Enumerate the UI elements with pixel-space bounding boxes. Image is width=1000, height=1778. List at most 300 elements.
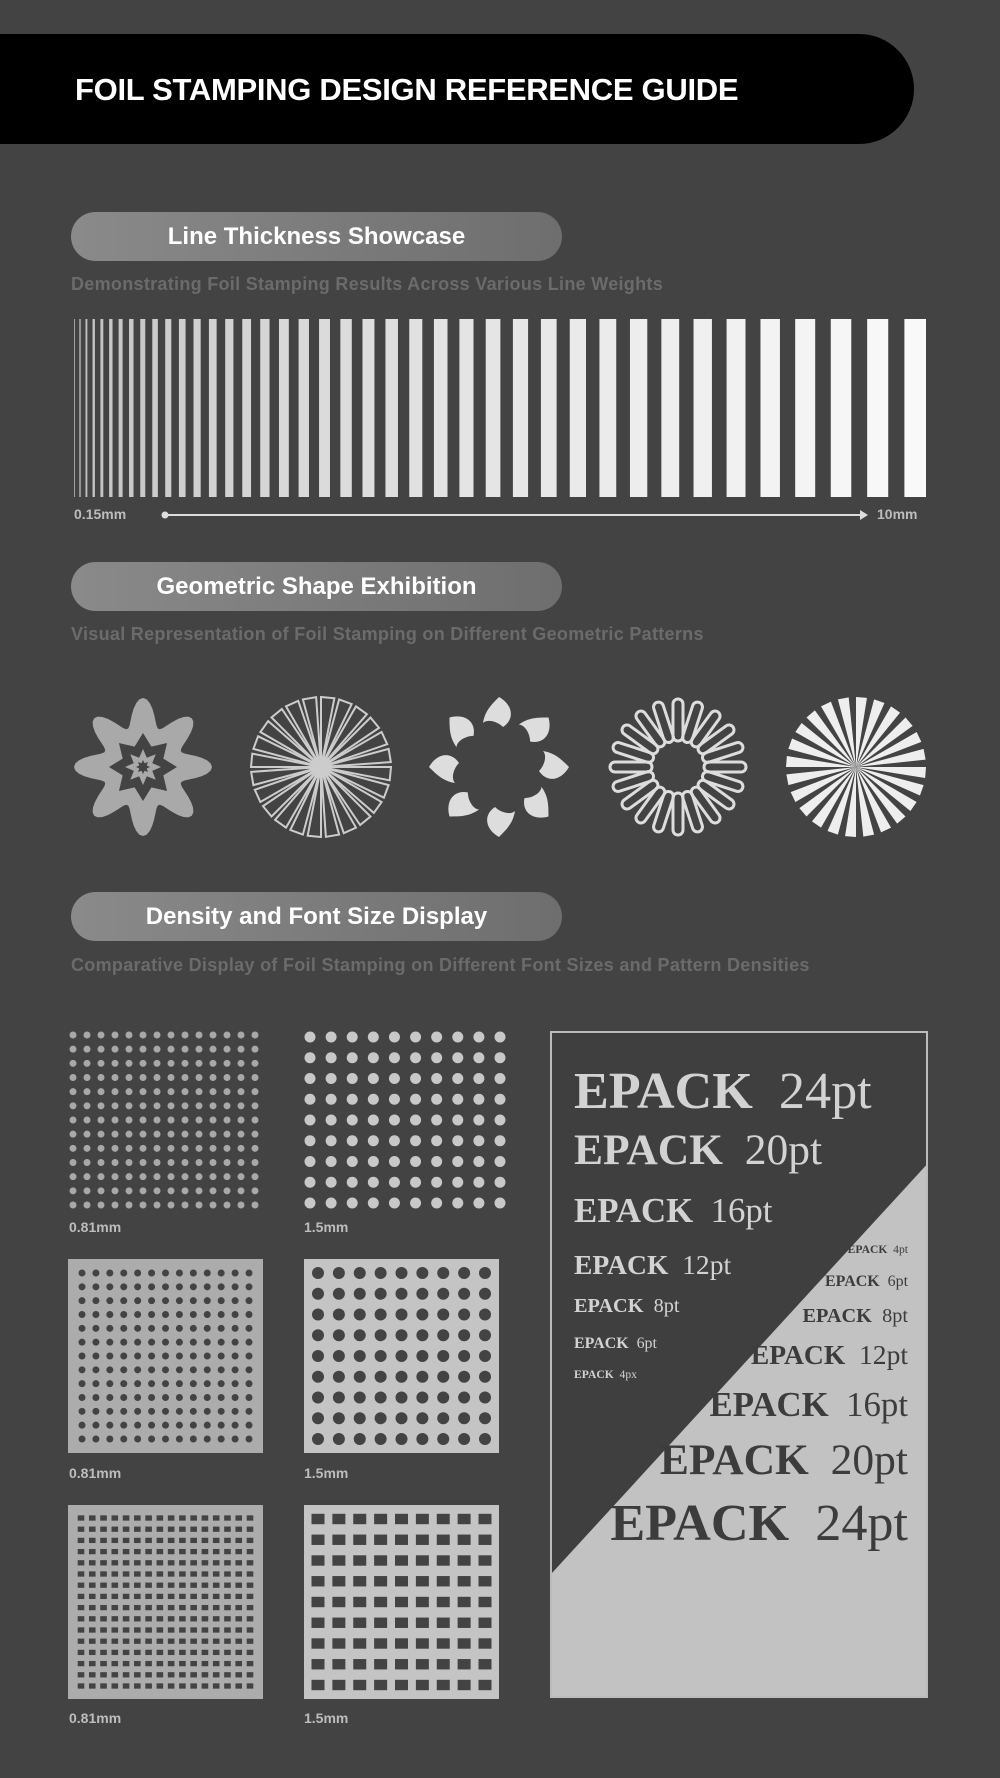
square-hole — [168, 1661, 175, 1666]
dot — [396, 1392, 408, 1404]
square-hole — [224, 1571, 231, 1576]
dot — [495, 1115, 506, 1126]
dot — [368, 1073, 379, 1084]
dot — [106, 1297, 113, 1304]
dot — [389, 1052, 400, 1063]
dot — [458, 1329, 470, 1341]
dot — [112, 1187, 119, 1194]
square-hole — [458, 1535, 471, 1545]
square-hole — [235, 1538, 242, 1543]
density-label: 1.5mm — [304, 1710, 349, 1726]
epack-word: EPACK — [574, 1295, 644, 1317]
square-hole — [247, 1560, 254, 1565]
dot — [148, 1283, 155, 1290]
dot — [210, 1102, 217, 1109]
square-hole — [78, 1560, 85, 1565]
dot — [305, 1135, 316, 1146]
square-hole — [134, 1639, 141, 1644]
dot — [126, 1088, 133, 1095]
dot — [79, 1325, 86, 1332]
dot — [312, 1329, 324, 1341]
dot — [333, 1392, 345, 1404]
dot — [479, 1288, 491, 1300]
dot — [154, 1145, 161, 1152]
square-hole — [247, 1605, 254, 1610]
square-hole — [190, 1683, 197, 1688]
dot — [79, 1436, 86, 1443]
dot — [84, 1117, 91, 1124]
square-hole — [157, 1527, 164, 1532]
dot — [224, 1145, 231, 1152]
square-hole — [100, 1527, 107, 1532]
swirl-ring-icon — [429, 697, 569, 837]
dot — [305, 1177, 316, 1188]
dot — [375, 1350, 387, 1362]
dot — [452, 1094, 463, 1105]
epack-word: EPACK — [847, 1243, 888, 1256]
thickness-bar — [630, 319, 647, 497]
square-hole — [374, 1618, 387, 1628]
square-hole — [157, 1560, 164, 1565]
dot — [154, 1032, 161, 1039]
square-hole — [374, 1680, 387, 1690]
dot — [252, 1074, 259, 1081]
square-hole — [112, 1515, 119, 1520]
dot — [154, 1173, 161, 1180]
dot — [224, 1173, 231, 1180]
dot — [416, 1309, 428, 1321]
square-hole — [145, 1627, 152, 1632]
square-hole — [213, 1616, 220, 1621]
square-hole — [89, 1605, 96, 1610]
dot — [84, 1131, 91, 1138]
dot — [238, 1159, 245, 1166]
density-label: 1.5mm — [304, 1465, 349, 1481]
dot — [196, 1202, 203, 1209]
dot — [134, 1394, 141, 1401]
hole-panel-0-81mm — [68, 1259, 263, 1453]
dot — [396, 1350, 408, 1362]
square-hole — [145, 1616, 152, 1621]
square-hole — [145, 1560, 152, 1565]
epack-word: EPACK — [574, 1335, 629, 1352]
dot — [238, 1032, 245, 1039]
epack-word: EPACK — [574, 1191, 694, 1230]
dot — [479, 1433, 491, 1445]
square-hole — [247, 1616, 254, 1621]
dot — [396, 1329, 408, 1341]
dot — [452, 1198, 463, 1209]
epack-word: EPACK — [659, 1436, 809, 1484]
square-hole — [213, 1650, 220, 1655]
square-hole — [168, 1515, 175, 1520]
square-hole — [179, 1515, 186, 1520]
square-hole — [437, 1638, 450, 1648]
dot — [140, 1131, 147, 1138]
size-label: 12pt — [682, 1249, 732, 1280]
thickness-bar — [179, 319, 186, 497]
dot — [458, 1392, 470, 1404]
dot — [126, 1060, 133, 1067]
square-hole — [312, 1555, 325, 1565]
square-hole — [123, 1650, 130, 1655]
dot — [204, 1366, 211, 1373]
dot — [196, 1117, 203, 1124]
square-hole — [213, 1549, 220, 1554]
dot — [410, 1094, 421, 1105]
square-hole — [123, 1605, 130, 1610]
square-hole — [100, 1661, 107, 1666]
dot — [182, 1159, 189, 1166]
square-hole — [134, 1594, 141, 1599]
dot — [162, 1283, 169, 1290]
dot — [196, 1159, 203, 1166]
size-label: 16pt — [710, 1191, 773, 1230]
dot-grid-1-5mm — [304, 1031, 506, 1209]
min-thickness-label: 0.15mm — [74, 506, 127, 522]
square-hole — [168, 1549, 175, 1554]
dot — [396, 1267, 408, 1279]
epack-word: EPACK — [802, 1305, 872, 1327]
square-hole — [332, 1555, 345, 1565]
dot — [70, 1102, 77, 1109]
dot — [312, 1392, 324, 1404]
dot — [252, 1173, 259, 1180]
dot — [333, 1288, 345, 1300]
square-hole — [145, 1583, 152, 1588]
dot — [92, 1353, 99, 1360]
square-hole — [374, 1659, 387, 1669]
square-hole — [247, 1627, 254, 1632]
dot — [375, 1267, 387, 1279]
dot — [176, 1436, 183, 1443]
dot — [238, 1202, 245, 1209]
dot — [232, 1283, 239, 1290]
dot — [389, 1177, 400, 1188]
dot — [84, 1145, 91, 1152]
square-hole — [123, 1639, 130, 1644]
square-hole — [78, 1639, 85, 1644]
dot — [452, 1177, 463, 1188]
square-hole — [247, 1549, 254, 1554]
dot — [79, 1422, 86, 1429]
dot — [347, 1177, 358, 1188]
dot — [134, 1408, 141, 1415]
square-hole — [190, 1549, 197, 1554]
dot — [326, 1032, 337, 1043]
square-hole — [123, 1538, 130, 1543]
square-hole — [235, 1616, 242, 1621]
dot — [437, 1412, 449, 1424]
square-hole — [145, 1661, 152, 1666]
hole-panel-1-5mm — [304, 1259, 499, 1453]
thickness-bar — [831, 319, 852, 497]
square-hole — [89, 1538, 96, 1543]
dot — [162, 1394, 169, 1401]
square-hole — [168, 1672, 175, 1677]
dot — [126, 1202, 133, 1209]
thickness-bar — [225, 319, 233, 497]
dot — [176, 1270, 183, 1277]
dot — [98, 1032, 105, 1039]
dot — [333, 1267, 345, 1279]
dot — [232, 1394, 239, 1401]
dot — [162, 1353, 169, 1360]
square-hole — [134, 1560, 141, 1565]
square-hole — [100, 1672, 107, 1677]
square-hole — [78, 1583, 85, 1588]
dot — [148, 1311, 155, 1318]
square-hole — [213, 1627, 220, 1632]
dot — [162, 1325, 169, 1332]
square-hole — [247, 1527, 254, 1532]
square-hole — [157, 1549, 164, 1554]
square-hole — [78, 1605, 85, 1610]
dot — [218, 1311, 225, 1318]
square-hole — [235, 1639, 242, 1644]
dot — [84, 1202, 91, 1209]
dot — [246, 1422, 253, 1429]
dot — [333, 1371, 345, 1383]
dot — [252, 1102, 259, 1109]
dot — [182, 1202, 189, 1209]
dot — [168, 1032, 175, 1039]
epack-word: EPACK — [750, 1339, 846, 1370]
dot — [176, 1408, 183, 1415]
dot — [473, 1052, 484, 1063]
dot — [134, 1325, 141, 1332]
square-hole — [235, 1672, 242, 1677]
square-hole — [112, 1560, 119, 1565]
square-hole — [123, 1672, 130, 1677]
square-hole — [374, 1535, 387, 1545]
header-banner — [0, 34, 914, 144]
dot — [354, 1392, 366, 1404]
square-hole — [190, 1560, 197, 1565]
square-hole — [123, 1583, 130, 1588]
size-label: 20pt — [744, 1126, 823, 1174]
dot — [218, 1408, 225, 1415]
dot — [190, 1297, 197, 1304]
dot — [238, 1060, 245, 1067]
square-hole — [224, 1549, 231, 1554]
dot — [354, 1412, 366, 1424]
square-hole — [190, 1583, 197, 1588]
dot — [437, 1392, 449, 1404]
square-hole — [123, 1527, 130, 1532]
dot — [238, 1187, 245, 1194]
size-label: 8pt — [653, 1295, 680, 1317]
square-hole — [179, 1639, 186, 1644]
dot — [452, 1032, 463, 1043]
square-hole — [112, 1527, 119, 1532]
dot — [120, 1311, 127, 1318]
square-hole — [235, 1571, 242, 1576]
dot — [162, 1270, 169, 1277]
square-hole — [112, 1549, 119, 1554]
square-hole — [479, 1680, 492, 1690]
section-pill-shapes: Geometric Shape Exhibition — [71, 562, 562, 611]
square-hole — [247, 1672, 254, 1677]
size-label: 4px — [619, 1368, 637, 1381]
dot — [305, 1032, 316, 1043]
square-hole — [179, 1560, 186, 1565]
square-hole — [123, 1560, 130, 1565]
dot — [112, 1173, 119, 1180]
square-hole — [202, 1538, 209, 1543]
dot — [126, 1117, 133, 1124]
dot — [112, 1074, 119, 1081]
square-hole — [374, 1576, 387, 1586]
dot — [92, 1270, 99, 1277]
square-hole — [247, 1594, 254, 1599]
square-hole — [395, 1680, 408, 1690]
epack-sample-foil — [710, 1385, 908, 1425]
square-hole — [112, 1650, 119, 1655]
dot — [312, 1309, 324, 1321]
epack-sample-dark — [574, 1249, 731, 1281]
thickness-bar — [694, 319, 712, 497]
dot — [204, 1408, 211, 1415]
dot — [389, 1115, 400, 1126]
size-label: 20pt — [830, 1436, 908, 1484]
section-subtitle-density: Comparative Display of Foil Stamping on Different Font Sizes and Pattern Densities — [71, 955, 810, 975]
dot — [210, 1173, 217, 1180]
square-hole — [168, 1627, 175, 1632]
square-hole — [458, 1618, 471, 1628]
dot — [176, 1394, 183, 1401]
square-hole — [112, 1672, 119, 1677]
dot — [252, 1159, 259, 1166]
dot — [140, 1046, 147, 1053]
square-hole — [312, 1659, 325, 1669]
dot — [176, 1283, 183, 1290]
dot — [252, 1145, 259, 1152]
dot — [389, 1094, 400, 1105]
dot — [70, 1046, 77, 1053]
dot — [224, 1088, 231, 1095]
dot — [204, 1270, 211, 1277]
dot — [134, 1339, 141, 1346]
square-hole — [332, 1597, 345, 1607]
square-hole — [395, 1659, 408, 1669]
dot — [326, 1177, 337, 1188]
dot — [458, 1309, 470, 1321]
dot — [126, 1032, 133, 1039]
epack-sample-foil — [660, 1435, 908, 1485]
section-pill-lines: Line Thickness Showcase — [71, 212, 562, 261]
dot — [396, 1412, 408, 1424]
square-hole — [100, 1583, 107, 1588]
dot — [162, 1339, 169, 1346]
dot — [79, 1283, 86, 1290]
dot — [140, 1102, 147, 1109]
dot — [134, 1353, 141, 1360]
square-hole — [374, 1638, 387, 1648]
square-hole — [145, 1515, 152, 1520]
thickness-bar — [661, 319, 679, 497]
square-hole — [247, 1639, 254, 1644]
dot — [84, 1032, 91, 1039]
dot — [126, 1173, 133, 1180]
square-hole — [332, 1638, 345, 1648]
square-hole — [100, 1538, 107, 1543]
thickness-bar — [109, 319, 112, 497]
square-hole — [374, 1514, 387, 1524]
dot — [106, 1283, 113, 1290]
square-hole — [312, 1514, 325, 1524]
dot — [416, 1350, 428, 1362]
dot — [437, 1288, 449, 1300]
square-hole — [224, 1594, 231, 1599]
square-hole — [157, 1616, 164, 1621]
thickness-bar — [760, 319, 779, 497]
square-hole — [168, 1605, 175, 1610]
dot — [84, 1102, 91, 1109]
dot — [168, 1060, 175, 1067]
dot — [326, 1135, 337, 1146]
dot — [190, 1325, 197, 1332]
dot — [196, 1032, 203, 1039]
square-hole — [224, 1515, 231, 1520]
dot — [162, 1297, 169, 1304]
square-hole — [78, 1616, 85, 1621]
square-hole — [353, 1535, 366, 1545]
square-hole — [312, 1535, 325, 1545]
square-hole — [213, 1594, 220, 1599]
dot — [410, 1115, 421, 1126]
square-hole — [123, 1661, 130, 1666]
dot — [79, 1339, 86, 1346]
dot — [196, 1187, 203, 1194]
square-hole — [235, 1605, 242, 1610]
dot — [252, 1046, 259, 1053]
dot — [92, 1311, 99, 1318]
dot — [84, 1074, 91, 1081]
dot — [126, 1102, 133, 1109]
square-hole — [89, 1549, 96, 1554]
dot — [112, 1060, 119, 1067]
square-hole — [224, 1627, 231, 1632]
dot — [70, 1060, 77, 1067]
dot — [347, 1115, 358, 1126]
dot — [92, 1394, 99, 1401]
thickness-bar — [86, 319, 88, 497]
square-hole — [213, 1605, 220, 1610]
dot — [140, 1088, 147, 1095]
square-hole — [134, 1672, 141, 1677]
dot — [84, 1173, 91, 1180]
square-hole — [145, 1538, 152, 1543]
dot — [232, 1353, 239, 1360]
square-hole — [145, 1527, 152, 1532]
dot — [431, 1198, 442, 1209]
square-hole — [224, 1683, 231, 1688]
dot — [196, 1131, 203, 1138]
square-hole — [395, 1535, 408, 1545]
square-hole — [479, 1638, 492, 1648]
dot — [190, 1422, 197, 1429]
dot — [182, 1131, 189, 1138]
dot — [112, 1032, 119, 1039]
square-hole — [179, 1583, 186, 1588]
square-hole — [224, 1538, 231, 1543]
petal-outline-flower-icon — [610, 699, 746, 835]
square-hole — [179, 1594, 186, 1599]
dot — [232, 1366, 239, 1373]
square-hole — [458, 1514, 471, 1524]
dot — [473, 1073, 484, 1084]
